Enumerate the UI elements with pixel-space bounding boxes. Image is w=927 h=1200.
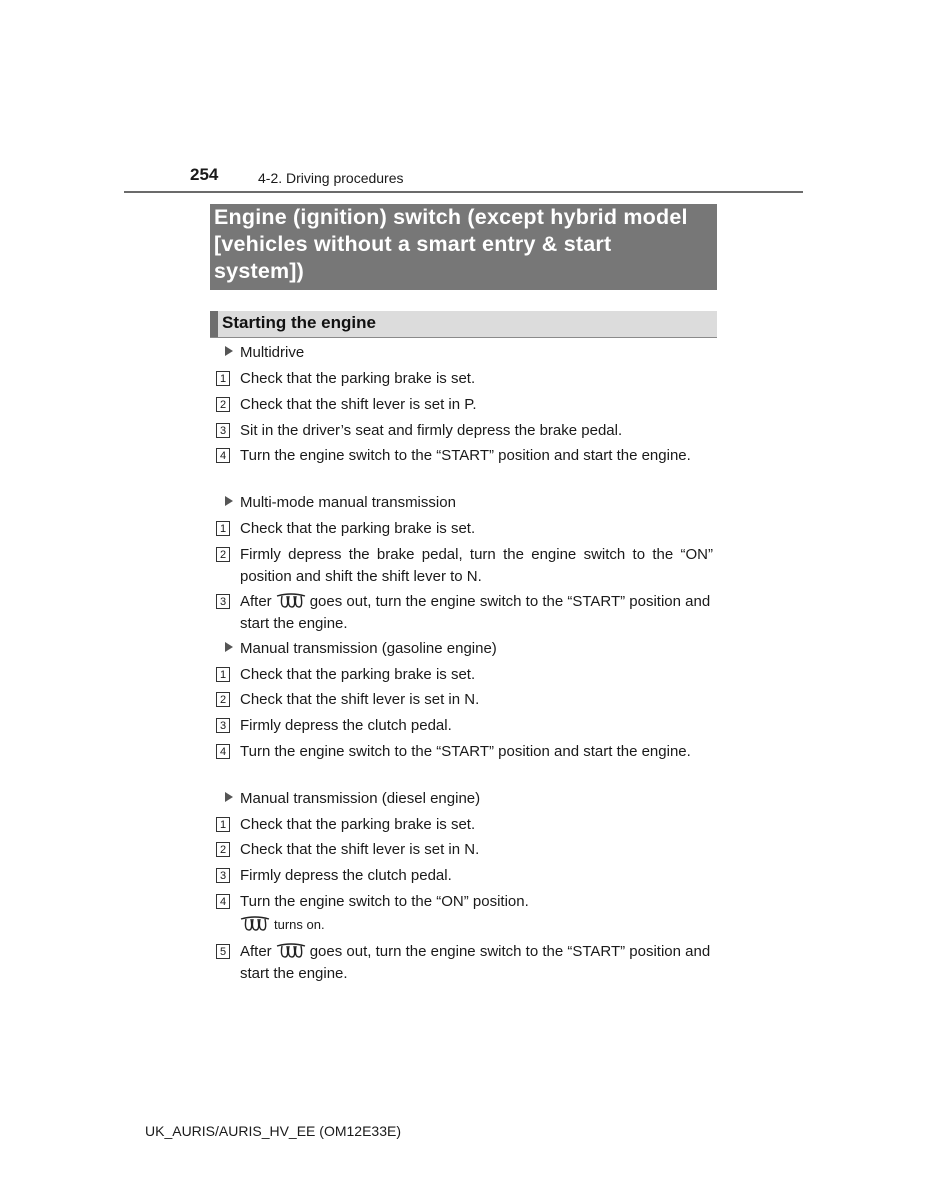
header-rule <box>124 191 803 193</box>
step-number: 4 <box>216 448 230 463</box>
step-text: Check that the parking brake is set. <box>240 520 476 537</box>
title-box <box>210 204 717 290</box>
step-text: Turn the engine switch to the “START” position and start the engine. <box>240 743 691 760</box>
step-text: Sit in the driver’s seat and firmly depress the brake pedal. <box>240 422 623 439</box>
step-number: 3 <box>216 594 230 609</box>
page-number: 254 <box>190 165 219 184</box>
page-title: Engine (ignition) switch (except hybrid model [vehicles without a smart entry & start system]) <box>214 205 688 283</box>
step-text: Check that the parking brake is set. <box>240 666 476 683</box>
step-text: Firmly depress the clutch pedal. <box>240 867 452 884</box>
triangle-bullet-icon <box>225 496 233 506</box>
footer: UK_AURIS/AURIS_HV_EE (OM12E33E) <box>145 1123 401 1139</box>
subheading-bar <box>210 311 218 337</box>
triangle-bullet-icon <box>225 792 233 802</box>
step-number: 3 <box>216 718 230 733</box>
step-number: 4 <box>216 744 230 759</box>
step-number: 1 <box>216 521 230 536</box>
triangle-bullet-icon <box>225 642 233 652</box>
glow-plug-indicator-icon <box>276 943 306 959</box>
subheading: Starting the engine <box>222 313 376 332</box>
step-number: 5 <box>216 944 230 959</box>
section-title: 4-2. Driving procedures <box>258 170 404 186</box>
step-number: 2 <box>216 397 230 412</box>
step-number: 3 <box>216 423 230 438</box>
step-text: After goes out, turn the engine switch to the “START” position and start the engine. <box>240 593 711 632</box>
step-number: 2 <box>216 842 230 857</box>
triangle-bullet-icon <box>225 346 233 356</box>
step-number: 3 <box>216 868 230 883</box>
glow-plug-indicator-icon <box>240 916 270 932</box>
step-text: Check that the shift lever is set in P. <box>240 396 477 413</box>
step-text: Firmly depress the clutch pedal. <box>240 717 452 734</box>
step-text: Check that the shift lever is set in N. <box>240 841 480 858</box>
step-text: Check that the shift lever is set in N. <box>240 691 480 708</box>
step-number: 2 <box>216 692 230 707</box>
step-number: 2 <box>216 547 230 562</box>
step-text: After goes out, turn the engine switch to the “START” position and start the engine. <box>240 943 711 982</box>
step-number: 4 <box>216 894 230 909</box>
step-number: 1 <box>216 371 230 386</box>
step-number: 1 <box>216 817 230 832</box>
step-text: Turn the engine switch to the “START” position and start the engine. <box>240 447 691 464</box>
step-text: Turn the engine switch to the “ON” position. <box>240 893 529 910</box>
step-text: Check that the parking brake is set. <box>240 816 476 833</box>
subheading-box <box>210 311 717 338</box>
step-text: Firmly depress the brake pedal, turn the engine switch to the “ON” position and shift the shift lever to N. <box>240 546 713 585</box>
step-text: Check that the parking brake is set. <box>240 370 476 387</box>
glow-plug-indicator-icon <box>276 593 306 609</box>
step-number: 1 <box>216 667 230 682</box>
indicator-note: turns on. <box>240 916 325 932</box>
